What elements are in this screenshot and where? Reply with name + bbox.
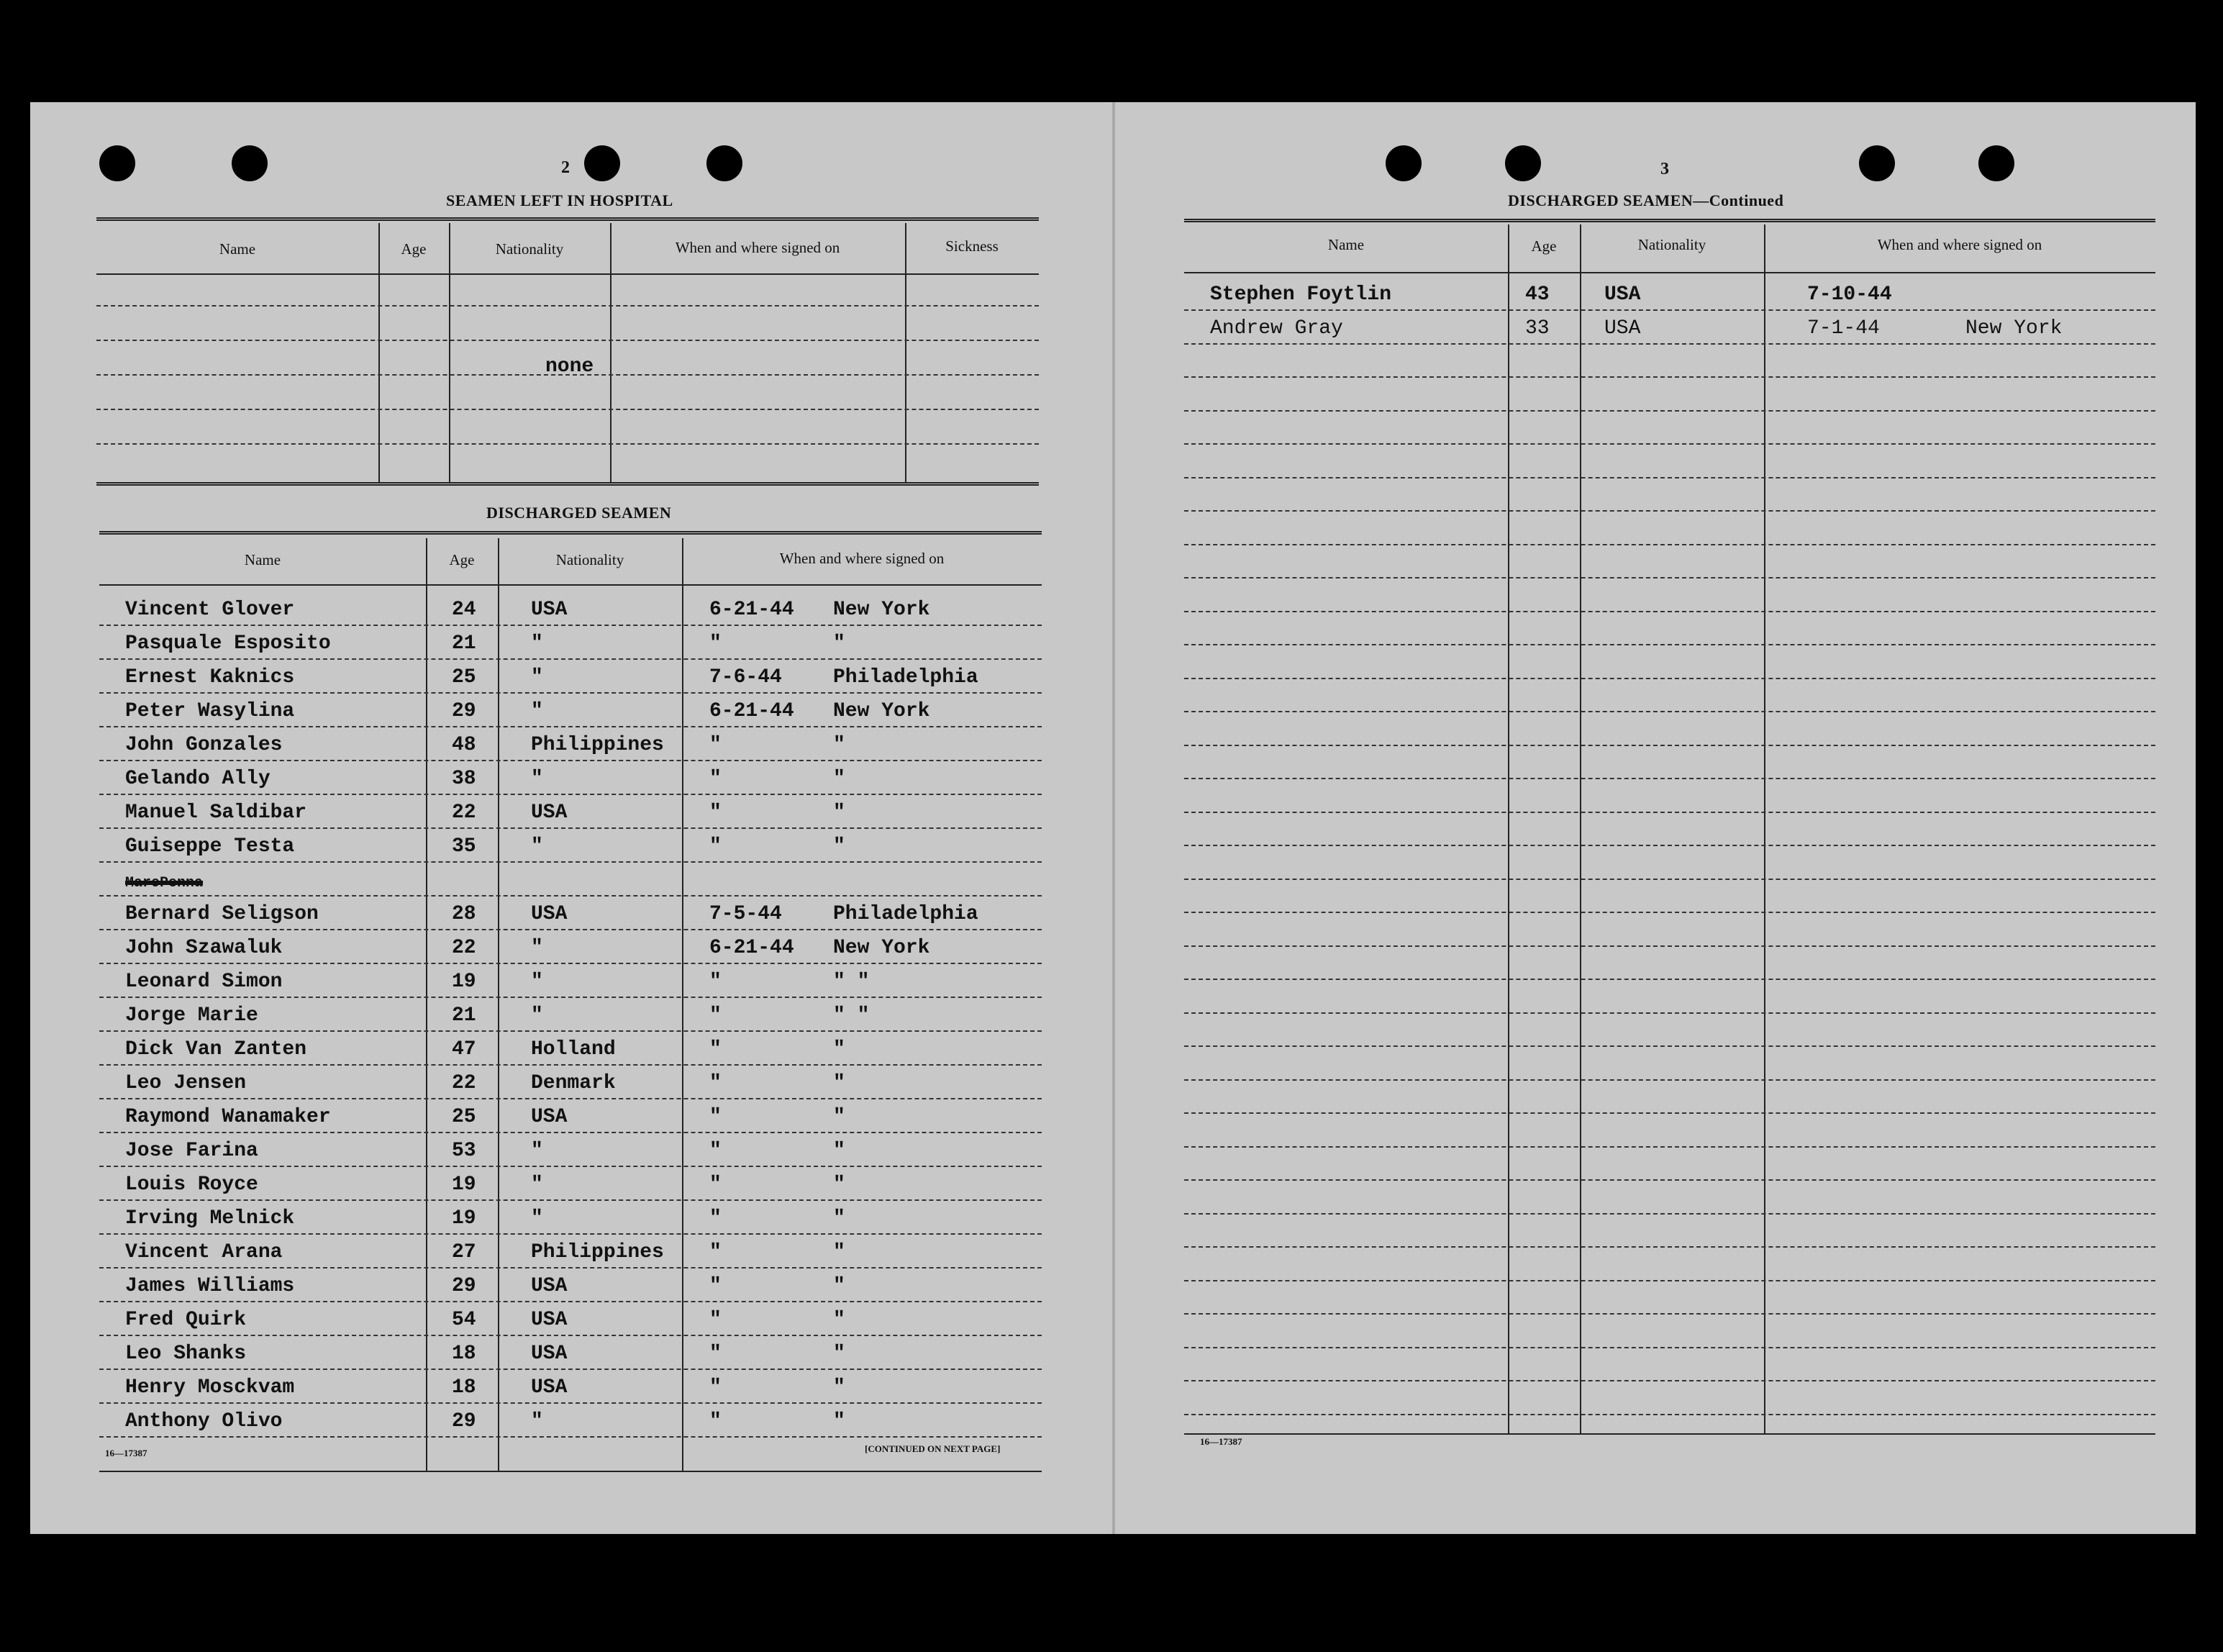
date-cell: " <box>709 1241 722 1263</box>
table-row-rule <box>99 1199 1042 1201</box>
date-cell: " <box>709 768 722 790</box>
table-row-rule <box>1184 1213 2155 1215</box>
nationality-cell: " <box>531 971 543 993</box>
table-row-rule <box>1184 1380 2155 1381</box>
hospital-header-rule <box>96 273 1039 275</box>
date-cell: " <box>709 1106 722 1128</box>
place-cell: New York <box>1965 317 2063 340</box>
nationality-cell: " <box>531 937 543 959</box>
nationality-cell: " <box>531 632 543 655</box>
discharged-col-age: Age <box>449 551 475 568</box>
name-cell: John Szawaluk <box>125 937 283 959</box>
right-header-rule <box>1184 272 2155 273</box>
nationality-cell: USA <box>531 1106 568 1128</box>
table-row-rule <box>99 1132 1042 1133</box>
nationality-cell: " <box>531 700 543 722</box>
table-row-rule <box>99 929 1042 930</box>
nationality-cell: " <box>531 768 543 790</box>
hospital-row-rule <box>96 409 1039 410</box>
right-page-number: 3 <box>1660 160 1669 178</box>
place-cell: " <box>833 768 845 790</box>
table-row-rule <box>99 1369 1042 1370</box>
table-row-rule <box>1184 979 2155 980</box>
punch-hole <box>584 145 620 181</box>
table-row-rule <box>99 827 1042 829</box>
place-cell: " <box>833 1174 845 1196</box>
table-row-rule <box>1184 711 2155 712</box>
table-row-rule <box>1184 1347 2155 1348</box>
table-row-rule <box>1184 644 2155 645</box>
table-row-rule <box>1184 778 2155 779</box>
page-fold <box>1112 102 1115 1534</box>
name-cell: Gelando Ally <box>125 768 271 790</box>
date-cell: 6-21-44 <box>709 700 794 722</box>
table-row-rule <box>1184 1012 2155 1014</box>
place-cell: New York <box>833 599 930 621</box>
hospital-col-signed-on: When and where signed on <box>675 239 840 256</box>
date-cell: " <box>709 1275 722 1297</box>
date-cell: 6-21-44 <box>709 599 794 621</box>
age-cell: 54 <box>452 1309 476 1331</box>
date-cell: " <box>709 1376 722 1399</box>
name-cell: Vincent Glover <box>125 599 295 621</box>
name-cell: Manuel Saldibar <box>125 802 307 824</box>
table-row-rule <box>99 1301 1042 1302</box>
name-cell: Vincent Arana <box>125 1241 283 1263</box>
table-row-rule <box>1184 1079 2155 1081</box>
date-cell: " <box>709 835 722 858</box>
place-cell: " <box>833 1106 845 1128</box>
nationality-cell: Philippines <box>531 1241 664 1263</box>
place-cell: New York <box>833 700 930 722</box>
table-row-rule <box>1184 678 2155 679</box>
discharged-col-divider <box>682 538 683 1472</box>
date-cell: " <box>709 802 722 824</box>
table-row-rule <box>1184 343 2155 345</box>
place-cell: " <box>833 1410 845 1433</box>
place-cell: Philadelphia <box>833 903 978 925</box>
right-col-divider <box>1764 224 1765 1433</box>
age-cell: 28 <box>452 903 476 925</box>
place-cell: New York <box>833 937 930 959</box>
name-cell: Andrew Gray <box>1210 317 1343 340</box>
punch-hole <box>1859 145 1895 181</box>
name-cell: John Gonzales <box>125 734 283 756</box>
table-row-rule <box>99 895 1042 897</box>
table-row-rule <box>1184 945 2155 947</box>
place-cell: " <box>833 1376 845 1399</box>
punch-hole <box>1386 145 1422 181</box>
right-title-suffix: —Continued <box>1693 191 1784 209</box>
table-row-rule <box>1184 1313 2155 1315</box>
table-row-rule <box>1184 1045 2155 1047</box>
nationality-cell: USA <box>531 599 568 621</box>
document-sheet <box>30 102 2196 1534</box>
table-row-rule <box>1184 611 2155 612</box>
age-cell: 19 <box>452 1174 476 1196</box>
discharged-col-signed-on: When and where signed on <box>779 550 945 567</box>
table-row-rule <box>1184 879 2155 880</box>
date-cell: " <box>709 1309 722 1331</box>
date-cell: " <box>709 734 722 756</box>
date-cell: " <box>709 1207 722 1230</box>
right-title-main: DISCHARGED SEAMEN <box>1508 191 1694 209</box>
date-cell: " <box>709 632 722 655</box>
right-col-signed-on: When and where signed on <box>1877 236 2042 253</box>
age-cell: 47 <box>452 1038 476 1061</box>
age-cell: 19 <box>452 1207 476 1230</box>
table-row-rule <box>1184 410 2155 412</box>
table-row-rule <box>99 692 1042 694</box>
nationality-cell: " <box>531 666 543 689</box>
date-cell: 6-21-44 <box>709 937 794 959</box>
discharged-col-divider <box>498 538 499 1472</box>
age-cell: 43 <box>1525 283 1550 306</box>
date-cell: " <box>709 1004 722 1027</box>
name-cell: Peter Wasylina <box>125 700 295 722</box>
name-cell: MarcPenna <box>125 875 204 891</box>
hospital-entry-none: none <box>545 355 594 378</box>
age-cell: 25 <box>452 666 476 689</box>
date-cell: 7-6-44 <box>709 666 782 689</box>
hospital-row-rule <box>96 443 1039 445</box>
punch-hole <box>1978 145 2014 181</box>
age-cell: 38 <box>452 768 476 790</box>
age-cell: 22 <box>452 1072 476 1094</box>
name-cell: Ernest Kaknics <box>125 666 295 689</box>
place-cell: " <box>833 1072 845 1094</box>
table-row-rule <box>1184 376 2155 378</box>
place-cell: " " <box>833 971 870 993</box>
table-row-rule <box>1184 1112 2155 1114</box>
name-cell: Raymond Wanamaker <box>125 1106 331 1128</box>
table-row-rule <box>99 963 1042 964</box>
right-bottom-rule <box>1184 1433 2155 1435</box>
nationality-cell: " <box>531 1174 543 1196</box>
place-cell: " <box>833 734 845 756</box>
hospital-col-sickness: Sickness <box>945 237 999 255</box>
discharged-col-nationality: Nationality <box>555 551 624 568</box>
table-row-rule <box>99 1166 1042 1167</box>
nationality-cell: " <box>531 1410 543 1433</box>
table-row-rule <box>1184 1179 2155 1181</box>
nationality-cell: " <box>531 1140 543 1162</box>
table-row-rule <box>1184 1246 2155 1248</box>
punch-hole <box>706 145 742 181</box>
name-cell: James Williams <box>125 1275 295 1297</box>
table-row-rule <box>1184 1414 2155 1415</box>
table-row-rule <box>1184 544 2155 545</box>
name-cell: Leonard Simon <box>125 971 283 993</box>
table-row-rule <box>1184 745 2155 746</box>
table-row-rule <box>1184 510 2155 512</box>
table-row-rule <box>1184 1280 2155 1281</box>
table-row-rule <box>99 861 1042 863</box>
continued-note: [CONTINUED ON NEXT PAGE] <box>865 1443 1001 1454</box>
table-row-rule <box>99 1098 1042 1099</box>
place-cell: " <box>833 1140 845 1162</box>
table-row-rule <box>99 794 1042 795</box>
table-row-rule <box>1184 1146 2155 1148</box>
name-cell: Jose Farina <box>125 1140 258 1162</box>
discharged-title: DISCHARGED SEAMEN <box>486 504 672 522</box>
hospital-bottom-rule <box>96 482 1039 486</box>
hospital-col-name: Name <box>219 240 256 258</box>
table-row-rule <box>99 1030 1042 1032</box>
table-row-rule <box>99 1233 1042 1235</box>
place-cell: " <box>833 1207 845 1230</box>
hospital-row-rule <box>96 340 1039 341</box>
name-cell: Louis Royce <box>125 1174 258 1196</box>
hospital-top-rule <box>96 217 1039 221</box>
age-cell: 29 <box>452 1410 476 1433</box>
table-row-rule <box>99 760 1042 761</box>
hospital-title: SEAMEN LEFT IN HOSPITAL <box>446 191 673 209</box>
right-col-divider <box>1580 224 1581 1433</box>
name-cell: Anthony Olivo <box>125 1410 283 1433</box>
table-row-rule <box>99 1402 1042 1404</box>
punch-hole <box>1505 145 1541 181</box>
age-cell: 35 <box>452 835 476 858</box>
table-row-rule <box>99 625 1042 626</box>
nationality-cell: USA <box>1604 283 1641 306</box>
table-row-rule <box>99 1436 1042 1438</box>
date-cell: " <box>709 1410 722 1433</box>
hospital-col-nationality: Nationality <box>495 240 564 258</box>
name-cell: Leo Jensen <box>125 1072 247 1094</box>
name-cell: Dick Van Zanten <box>125 1038 307 1061</box>
nationality-cell: USA <box>531 1275 568 1297</box>
age-cell: 21 <box>452 632 476 655</box>
table-row-rule <box>99 997 1042 998</box>
right-col-age: Age <box>1531 237 1557 255</box>
date-cell: 7-10-44 <box>1807 283 1892 306</box>
date-cell: 7-5-44 <box>709 903 782 925</box>
place-cell: " <box>833 1241 845 1263</box>
discharged-col-name: Name <box>244 551 281 568</box>
age-cell: 29 <box>452 1275 476 1297</box>
left-form-number: 16—17387 <box>105 1448 147 1458</box>
age-cell: 18 <box>452 1343 476 1365</box>
age-cell: 48 <box>452 734 476 756</box>
nationality-cell: USA <box>531 1376 568 1399</box>
name-cell: Henry Mosckvam <box>125 1376 295 1399</box>
table-row-rule <box>99 1267 1042 1268</box>
place-cell: Philadelphia <box>833 666 978 689</box>
table-row-rule <box>1184 443 2155 445</box>
age-cell: 53 <box>452 1140 476 1162</box>
table-row-rule <box>1184 912 2155 913</box>
nationality-cell: USA <box>531 802 568 824</box>
discharged-col-divider <box>426 538 427 1472</box>
place-cell: " <box>833 835 845 858</box>
right-col-nationality: Nationality <box>1637 236 1706 253</box>
table-row-rule <box>1184 477 2155 478</box>
nationality-cell: Holland <box>531 1038 616 1061</box>
table-row-rule <box>1184 577 2155 578</box>
date-cell: " <box>709 1140 722 1162</box>
age-cell: 22 <box>452 802 476 824</box>
left-page-number: 2 <box>561 158 570 177</box>
punch-hole <box>99 145 135 181</box>
nationality-cell: Philippines <box>531 734 664 756</box>
nationality-cell: Denmark <box>531 1072 616 1094</box>
place-cell: " " <box>833 1004 870 1027</box>
age-cell: 27 <box>452 1241 476 1263</box>
place-cell: " <box>833 632 845 655</box>
place-cell: " <box>833 802 845 824</box>
place-cell: " <box>833 1038 845 1061</box>
date-cell: " <box>709 1038 722 1061</box>
table-row-rule <box>99 726 1042 727</box>
table-row-rule <box>99 1064 1042 1066</box>
name-cell: Leo Shanks <box>125 1343 247 1365</box>
table-row-rule <box>99 658 1042 660</box>
nationality-cell: " <box>531 1207 543 1230</box>
name-cell: Jorge Marie <box>125 1004 258 1027</box>
nationality-cell: " <box>531 1004 543 1027</box>
table-row-rule <box>1184 309 2155 311</box>
place-cell: " <box>833 1309 845 1331</box>
date-cell: " <box>709 1174 722 1196</box>
age-cell: 21 <box>452 1004 476 1027</box>
nationality-cell: " <box>531 835 543 858</box>
hospital-col-age: Age <box>401 240 427 258</box>
table-row-rule <box>1184 812 2155 813</box>
date-cell: " <box>709 1072 722 1094</box>
date-cell: " <box>709 971 722 993</box>
right-top-rule <box>1184 219 2155 222</box>
name-cell: Fred Quirk <box>125 1309 247 1331</box>
age-cell: 29 <box>452 700 476 722</box>
nationality-cell: USA <box>531 1309 568 1331</box>
discharged-bottom-rule <box>99 1471 1042 1472</box>
name-cell: Irving Melnick <box>125 1207 295 1230</box>
age-cell: 19 <box>452 971 476 993</box>
name-cell: Pasquale Esposito <box>125 632 331 655</box>
right-col-name: Name <box>1327 236 1365 253</box>
place-cell: " <box>833 1275 845 1297</box>
age-cell: 25 <box>452 1106 476 1128</box>
discharged-top-rule <box>99 531 1042 535</box>
date-cell: " <box>709 1343 722 1365</box>
table-row-rule <box>99 1335 1042 1336</box>
table-row-rule <box>1184 845 2155 846</box>
right-discharged-title <box>1508 191 1783 210</box>
age-cell: 33 <box>1525 317 1550 340</box>
place-cell: " <box>833 1343 845 1365</box>
nationality-cell: USA <box>531 903 568 925</box>
name-cell: Bernard Seligson <box>125 903 319 925</box>
nationality-cell: USA <box>531 1343 568 1365</box>
age-cell: 24 <box>452 599 476 621</box>
hospital-row-rule <box>96 305 1039 307</box>
age-cell: 18 <box>452 1376 476 1399</box>
age-cell: 22 <box>452 937 476 959</box>
date-cell: 7-1-44 <box>1807 317 1880 340</box>
right-form-number: 16—17387 <box>1200 1436 1242 1447</box>
name-cell: Stephen Foytlin <box>1210 283 1392 306</box>
nationality-cell: USA <box>1604 317 1641 340</box>
name-cell: Guiseppe Testa <box>125 835 295 858</box>
discharged-header-rule <box>99 584 1042 586</box>
punch-hole <box>232 145 268 181</box>
right-col-divider <box>1508 224 1509 1433</box>
